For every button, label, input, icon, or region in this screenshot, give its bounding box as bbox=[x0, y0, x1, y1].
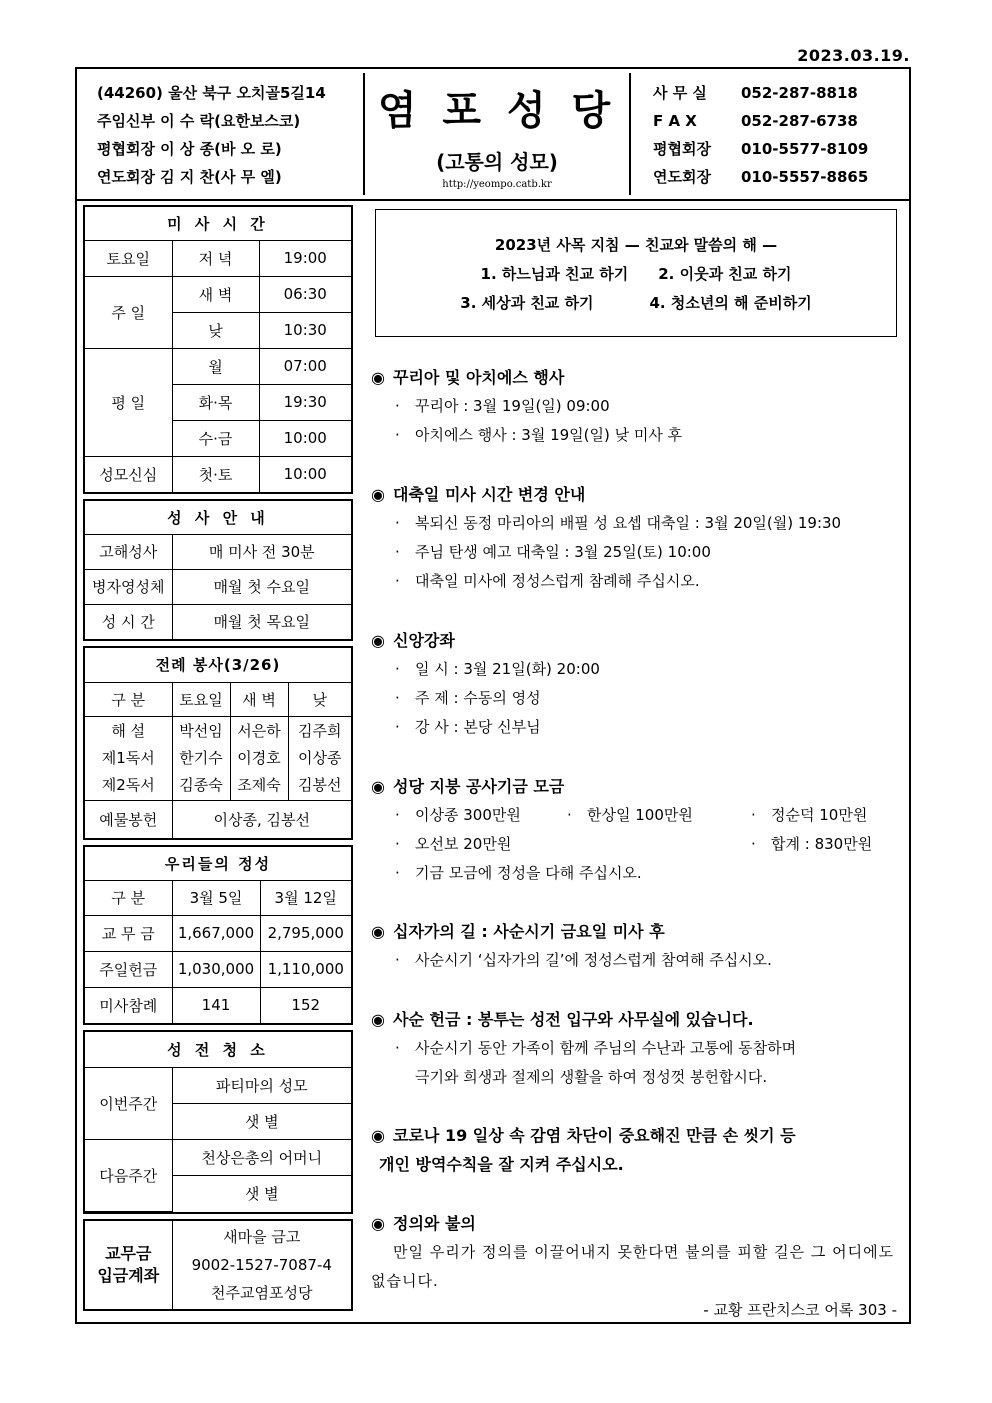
contact-prayer: 연도회장 010-5557-8865 bbox=[653, 168, 869, 186]
bullet-icon: ◉ bbox=[371, 485, 385, 504]
bullet-icon: ◉ bbox=[371, 1214, 385, 1233]
liturgy-box: 전례 봉사(3/26) 구 분 토요일 새 벽 낮 해 설 제1독서 제2독서 박선임 한기수 김종숙 서은하 이경호 조제숙 김주희 이상종 김봉선 예물봉헌 이상종, 김봉선 bbox=[83, 646, 353, 840]
liturgy-title: 전례 봉사(3/26) bbox=[85, 648, 351, 682]
parish-url[interactable]: http://yeompo.catb.kr bbox=[442, 179, 552, 190]
notice-roof-fund: ◉ 성당 지붕 공사기금 모금 · 이상종 300만원 · 한상일 100만원 · 정순덕 10만원 · 오선보 20만원 · 합계 : 830만원 · 기금 모금에 정성을 다해 주십시오. bbox=[371, 772, 901, 888]
contact-office: 사 무 실 052-287-8818 bbox=[653, 84, 858, 102]
finances-title: 우리들의 정성 bbox=[85, 847, 351, 880]
account-number: 9002-1527-7087-4 bbox=[191, 1255, 332, 1274]
parish-address: (44260) 울산 북구 오치골5길14 bbox=[97, 84, 326, 102]
theme-title: 2023년 사목 지침 — 친교와 말씀의 해 — bbox=[494, 236, 778, 254]
sacraments-box: 성 사 안 내 고해성사 매 미사 전 30분 병자영성체 매월 첫 수요일 성 시 간 매월 첫 목요일 bbox=[83, 499, 353, 641]
quote-source: - 교황 프란치스코 어록 303 - bbox=[703, 1301, 897, 1319]
parish-title-block bbox=[363, 73, 631, 195]
bulletin-header bbox=[75, 67, 911, 201]
contact-info bbox=[631, 69, 909, 199]
account-holder: 천주교염포성당 bbox=[211, 1283, 313, 1302]
notice-stations: ◉ 십자가의 길 : 사순시기 금요일 미사 후 · 사순시기 ‘십자가의 길’에 정성스럽게 참여해 주십시오. bbox=[371, 917, 901, 975]
left-column bbox=[83, 205, 353, 1316]
notice-covid: ◉ 코로나 19 일상 속 감염 차단이 중요해진 만큼 손 씻기 등 개인 방역수칙을 잘 지켜 주십시오. bbox=[371, 1121, 901, 1179]
mass-times-title: 미 사 시 간 bbox=[85, 207, 351, 240]
quote-text: 만일 우리가 정의를 이끌어내지 못한다면 불의를 피할 길은 그 어디에도 없습니다. bbox=[371, 1243, 895, 1290]
finances-box: 우리들의 정성 구 분 3월 5일 3월 12일 교 무 금 1,667,000 2,795,000 주일헌금 1,030,000 1,110,000 미사참례 141 152 bbox=[83, 845, 353, 1025]
parish-patron: (고통의 성모) bbox=[436, 150, 558, 174]
sacraments-title: 성 사 안 내 bbox=[85, 501, 351, 534]
bullet-icon: ◉ bbox=[371, 631, 385, 650]
issue-date: 2023.03.19. bbox=[797, 46, 910, 65]
parish-info bbox=[77, 69, 363, 199]
cleaning-box: 성 전 청 소 이번주간 파티마의 성모 샛 별 다음주간 천상은총의 어머니 샛 별 bbox=[83, 1030, 353, 1214]
bank-name: 새마을 금고 bbox=[223, 1227, 301, 1246]
account-box: 교무금 입금계좌 새마을 금고 9002-1527-7087-4 천주교염포성당 bbox=[83, 1219, 353, 1311]
bullet-icon: ◉ bbox=[371, 368, 385, 387]
parish-title: 염 포 성 당 bbox=[377, 88, 617, 134]
bullet-icon: ◉ bbox=[371, 922, 385, 941]
prayer-president: 연도회장 김 지 찬(사 무 엘) bbox=[97, 168, 282, 186]
notice-solemnity: ◉ 대축일 미사 시간 변경 안내 · 복되신 동정 마리아의 배필 성 요셉 대축일 : 3월 20일(월) 19:30 · 주님 탄생 예고 대축일 : 3월 25일(토) 10:00 · 대축일 미사에 정성스럽게 참례해 주십시오. bbox=[371, 480, 901, 596]
pastoral-theme-box: 2023년 사목 지침 — 친교와 말씀의 해 — 1. 하느님과 친교 하기 2. 이웃과 친교 하기 3. 세상과 친교 하기 4. 청소년의 해 준비하기 bbox=[375, 209, 897, 337]
bullet-icon: ◉ bbox=[371, 1126, 385, 1145]
notice-curia: ◉ 꾸리아 및 아치에스 행사 · 꾸리아 : 3월 19일(일) 09:00 · 아치에스 행사 : 3월 19일(일) 낮 미사 후 bbox=[371, 363, 901, 450]
notice-lecture: ◉ 신앙강좌 · 일 시 : 3월 21일(화) 20:00 · 주 제 : 수동의 영성 · 강 사 : 본당 신부님 bbox=[371, 626, 901, 742]
council-president: 평협회장 이 상 종(바 오 로) bbox=[97, 140, 282, 158]
notice-lent-offering: ◉ 사순 헌금 : 봉투는 성전 입구와 사무실에 있습니다. · 사순시기 동안 가족이 함께 주님의 수난과 고통에 동참하며 극기와 희생과 절제의 생활을 하여 정성껏 봉헌합시다. bbox=[371, 1005, 901, 1092]
bullet-icon: ◉ bbox=[371, 1010, 385, 1029]
pastor: 주임신부 이 수 락(요한보스코) bbox=[97, 112, 301, 130]
contact-fax: F A X 052-287-6738 bbox=[653, 112, 858, 130]
notice-quote: ◉ 정의와 불의 만일 우리가 정의를 이끌어내지 못한다면 불의를 피할 길은 그 어디에도 없습니다. - 교황 프란치스코 어록 303 - bbox=[371, 1209, 901, 1325]
bullet-icon: ◉ bbox=[371, 777, 385, 796]
bulletin-body bbox=[75, 201, 911, 1324]
cleaning-title: 성 전 청 소 bbox=[85, 1032, 351, 1067]
mass-times-box: 미 사 시 간 토요일 저 녁 19:00 주 일 새 벽 06:30 낮 10:30 평 일 월 07:00 화·목 19:30 수·금 10:00 성모신심 첫·토 10:00 bbox=[83, 205, 353, 494]
contact-council: 평협회장 010-5577-8109 bbox=[653, 140, 869, 158]
